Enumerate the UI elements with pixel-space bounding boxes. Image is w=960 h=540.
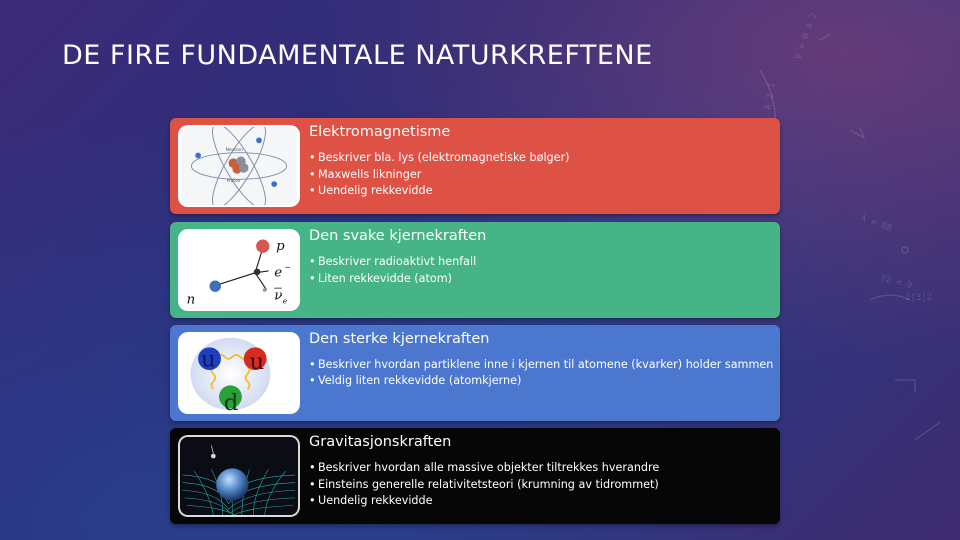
bullet-item: • Veldig liten rekkevidde (atomkjerne)	[309, 373, 774, 389]
weak-label-antineutrino: ν	[274, 288, 283, 304]
force-bullet-list	[309, 357, 774, 389]
bullet-item: • Maxwells likninger	[309, 167, 774, 184]
svg-text:Y2 < 9: Y2 < 9	[879, 273, 914, 292]
atom-icon	[178, 125, 300, 207]
svg-text:λ = 88: λ = 88	[858, 213, 893, 234]
quark-label-up-blue: u	[200, 346, 216, 373]
bullet-item: • Beskriver bla. lys (elektromagnetiske bølger)	[309, 150, 774, 167]
atom-label-proton: Proton	[226, 179, 241, 185]
force-title: Gravitasjonskraften	[309, 434, 452, 450]
force-title: Den svake kjernekraften	[309, 228, 487, 244]
beta-decay-diagram-icon	[178, 229, 300, 311]
spacetime-curvature-icon	[178, 435, 300, 517]
force-panel-weak	[170, 222, 780, 318]
bullet-item: • Uendelig rekkevidde	[309, 183, 774, 200]
weak-label-neutron: n	[186, 292, 196, 308]
weak-label-proton: p	[276, 239, 285, 255]
bullet-item: • Beskriver hvordan partiklene inne i kjernen til atomene (kvarker) holder sammen	[309, 357, 774, 373]
quark-label-up-red: u	[249, 349, 265, 376]
bullet-item: • Uendelig rekkevidde	[309, 493, 774, 510]
weak-label-electron: e	[274, 265, 283, 281]
bullet-item: • Beskriver radioaktivt henfall	[309, 254, 774, 271]
force-panel-electromagnetism	[170, 118, 780, 214]
atom-label-neutron: Neutron	[225, 147, 243, 153]
force-panel-strong	[170, 325, 780, 421]
weak-label-antineutrino-sub: e	[282, 296, 288, 306]
weak-label-electron-charge: −	[284, 263, 292, 272]
quark-gluon-icon	[178, 332, 300, 414]
quark-label-down-green: d	[223, 390, 239, 412]
svg-text:1|3|2: 1|3|2	[905, 293, 933, 303]
svg-text:V = 0 ∂ 2: V = 0 ∂ 2	[793, 11, 820, 62]
force-bullet-list	[309, 254, 774, 287]
bullet-item: • Beskriver hvordan alle massive objekter tiltrekkes hverandre	[309, 460, 774, 477]
bullet-item: • Einsteins generelle relativitetsteori (krumning av tidrommet)	[309, 477, 774, 494]
slide-title: DE FIRE FUNDAMENTALE NATURKREFTENE	[62, 40, 653, 71]
force-title: Den sterke kjernekraften	[309, 331, 490, 347]
bullet-item: • Liten rekkevidde (atom)	[309, 271, 774, 288]
force-title: Elektromagnetisme	[309, 124, 451, 140]
force-panel-gravity	[170, 428, 780, 524]
force-bullet-list	[309, 150, 774, 200]
force-bullet-list	[309, 460, 774, 510]
svg-text:A 2 1: A 2 1	[763, 82, 778, 111]
